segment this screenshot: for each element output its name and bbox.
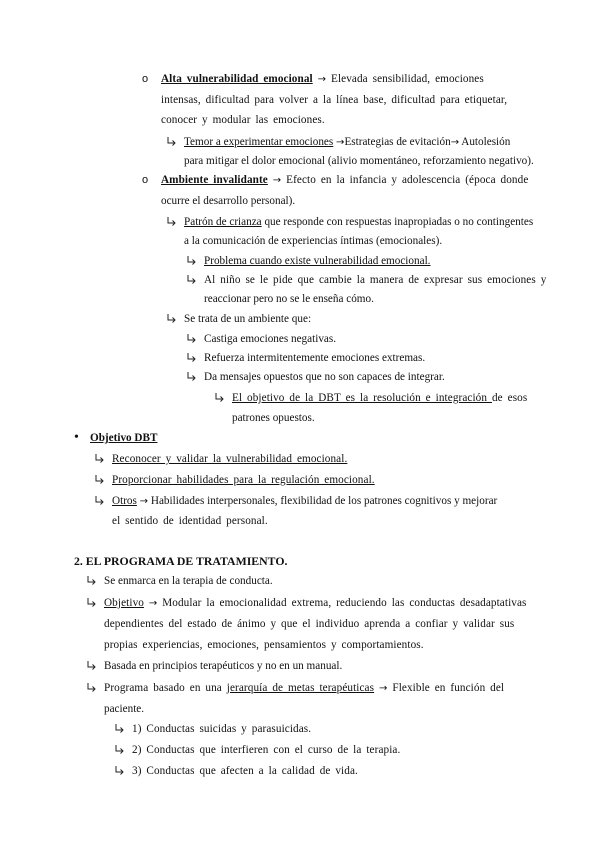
temor-line-2: para mitigar el dolor emocional (alivio momentáneo, reforzamiento negativo). — [184, 155, 534, 167]
patron-line-2: a la comunicación de experiencias íntimas (emocionales). — [184, 235, 443, 247]
pointing-arrow-icon — [166, 136, 177, 147]
objetivo-item-1: Reconocer y validar la vulnerabilidad emocional. — [112, 453, 348, 465]
nino-line-1: Al niño se le pide que cambie la manera de expresar sus emociones y — [204, 274, 547, 286]
meta-1: 1) Conductas suicidas y parasuicidas. — [132, 723, 312, 735]
objetivo-dbt-line-1: El objetivo de la DBT es la resolución e integración de esos — [232, 392, 528, 404]
patron-line-1: Patrón de crianza que responde con respuestas inapropiadas o no contingentes — [184, 216, 534, 228]
pointing-arrow-icon — [186, 255, 197, 266]
pointing-arrow-icon — [114, 744, 125, 755]
right-arrow-icon: → — [336, 137, 345, 148]
right-arrow-icon: → — [317, 74, 327, 85]
right-arrow-icon: → — [272, 175, 282, 186]
pointing-arrow-icon — [86, 597, 97, 608]
nino-line-2: reaccionar pero no se le enseña cómo. — [204, 293, 374, 305]
objetivo-dbt-line-2: patrones opuestos. — [232, 412, 315, 424]
filled-dot-icon: • — [74, 430, 79, 445]
s1-line-1: Alta vulnerabilidad emocional → Elevada sensibilidad, emociones — [161, 73, 484, 85]
programa-item-4-line-2: paciente. — [104, 703, 145, 715]
programa-item-2-line-3: propias experiencias, emociones, pensamientos y comportamientos. — [104, 639, 424, 651]
right-arrow-icon: → — [139, 496, 149, 507]
right-arrow-icon: → — [450, 137, 460, 148]
pointing-arrow-icon — [86, 682, 97, 693]
programa-item-1: Se enmarca en la terapia de conducta. — [104, 575, 273, 587]
trata-item-1: Castiga emociones negativas. — [204, 333, 337, 345]
programa-item-2-line-2: dependientes del estado de ánimo y que el individuo aprenda a confiar y validar sus — [104, 618, 515, 630]
right-arrow-icon: → — [148, 598, 158, 609]
trata-item-2: Refuerza intermitentemente emociones extremas. — [204, 352, 426, 364]
pointing-arrow-icon — [114, 765, 125, 776]
section-2-heading: 2. EL PROGRAMA DE TRATAMIENTO. — [74, 554, 288, 568]
objetivo-item-2: Proporcionar habilidades para la regulación emocional. — [112, 474, 375, 486]
s1-line-3: conocer y modular las emociones. — [161, 114, 325, 126]
programa-item-2-line-1: Objetivo → Modular la emocionalidad extrema, reduciendo las conductas desadaptativas — [104, 597, 527, 609]
trata-item-3: Da mensajes opuestos que no son capaces de integrar. — [204, 371, 445, 383]
hollow-circle-icon: o — [142, 73, 149, 85]
pointing-arrow-icon — [86, 660, 97, 671]
s1-line-2: intensas, dificultad para volver a la línea base, dificultad para etiquetar, — [161, 94, 508, 106]
programa-item-4-line-1: Programa basado en una jerarquía de metas terapéuticas → Flexible en función del — [104, 682, 505, 694]
pointing-arrow-icon — [94, 474, 105, 485]
meta-3: 3) Conductas que afecten a la calidad de vida. — [132, 765, 358, 777]
pointing-arrow-icon — [214, 392, 225, 403]
ambiente-line-2: ocurre el desarrollo personal). — [161, 195, 296, 207]
problema-line: Problema cuando existe vulnerabilidad emocional. — [204, 255, 431, 267]
pointing-arrow-icon — [186, 274, 197, 285]
pointing-arrow-icon — [114, 723, 125, 734]
pointing-arrow-icon — [186, 371, 197, 382]
programa-item-3: Basada en principios terapéuticos y no en un manual. — [104, 660, 343, 672]
objetivo-dbt-title: Objetivo DBT — [90, 432, 158, 444]
ambiente-line-1: Ambiente invalidante → Efecto en la infancia y adolescencia (época donde — [161, 174, 529, 186]
pointing-arrow-icon — [94, 495, 105, 506]
objetivo-item-3-line-2: el sentido de identidad personal. — [112, 515, 268, 527]
right-arrow-icon: → — [379, 683, 388, 694]
hollow-circle-icon: o — [142, 174, 149, 186]
temor-line-1: Temor a experimentar emociones →Estrategias de evitación→ Autolesión — [184, 136, 511, 148]
pointing-arrow-icon — [86, 575, 97, 586]
term-alta-vulnerabilidad: Alta vulnerabilidad emocional — [161, 73, 313, 85]
objetivo-item-3-line-1: Otros → Habilidades interpersonales, flexibilidad de los patrones cognitivos y mejorar — [112, 495, 498, 507]
pointing-arrow-icon — [94, 453, 105, 464]
pointing-arrow-icon — [166, 313, 177, 324]
trata-line: Se trata de un ambiente que: — [184, 313, 312, 325]
meta-2: 2) Conductas que interfieren con el curso de la terapia. — [132, 744, 401, 756]
pointing-arrow-icon — [186, 333, 197, 344]
pointing-arrow-icon — [166, 216, 177, 227]
pointing-arrow-icon — [186, 352, 197, 363]
